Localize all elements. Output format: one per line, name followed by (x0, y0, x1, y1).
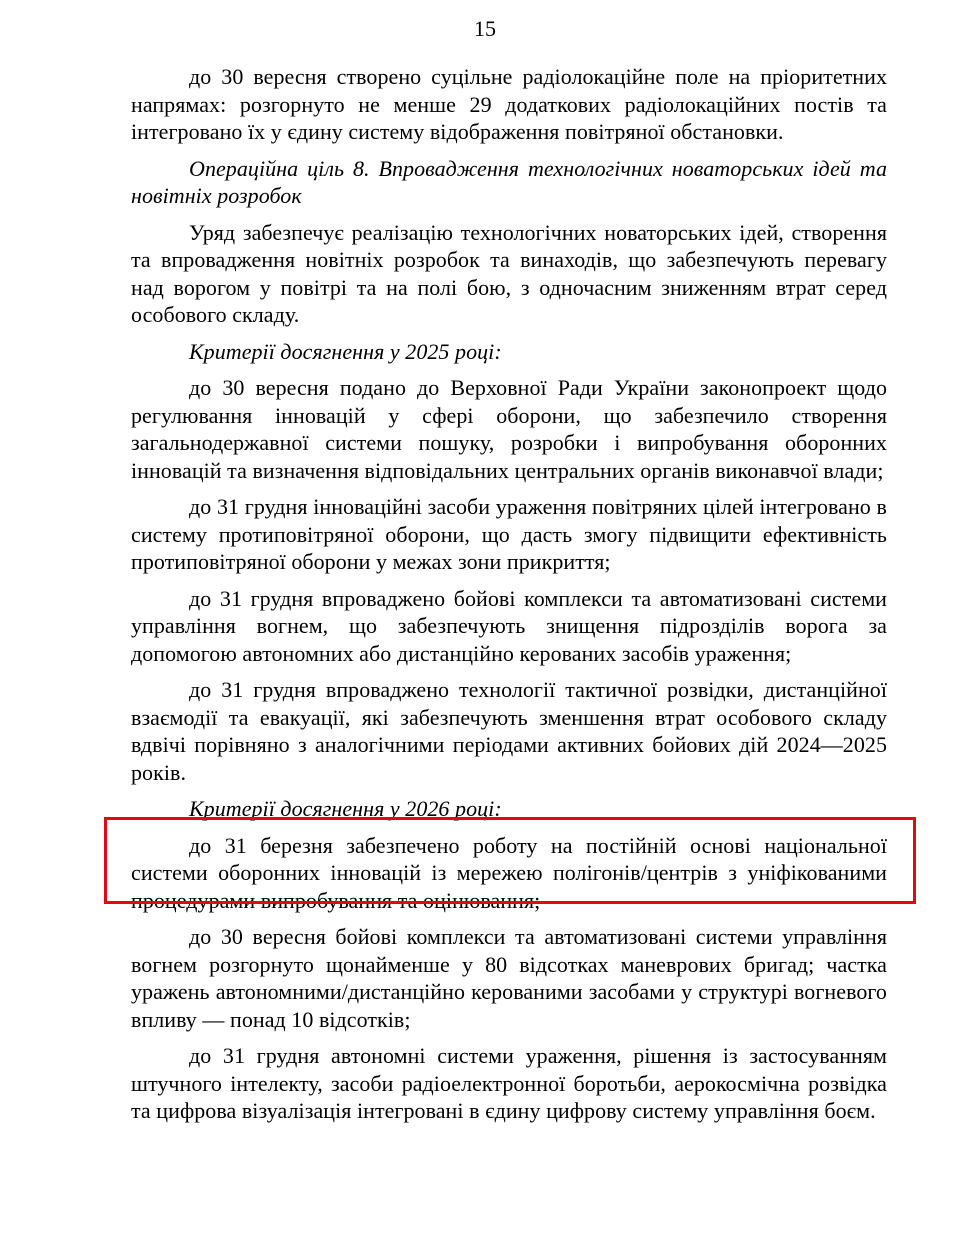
paragraph-innovation-system-highlighted: до 31 березня забезпечено роботу на постійній основі національної системи оборонних інновацій із мережею полігонів/центрів з уніфікованими процедурами випробування та оцінювання; (131, 832, 887, 913)
heading-criteria-2025: Критерії досягнення у 2025 році: (189, 338, 502, 364)
paragraph-digital-battle-management: до 31 грудня автономні системи ураження, рішення із застосуванням штучного інтелекту, засоби радіоелектронної боротьби, аерокосмічна розвідка та цифрова візуалізація інтегровані в єдину цифрову систему управління боєм. (131, 1043, 887, 1123)
paragraph-tactical-recon: до 31 грудня впроваджено технології тактичної розвідки, дистанційної взаємодії та евакуації, які забезпечують зменшення втрат особового складу вдвічі порівняно з аналогічними періодами активних бойових дій 2024—2025 років. (131, 677, 887, 785)
document-body (131, 63, 887, 1134)
paragraph-combat-complexes: до 31 грудня впроваджено бойові комплекси та автоматизовані системи управління вогнем, що забезпечують знищення підрозділів ворога за допомогою автономних або дистанційно керованих засобів ураження; (131, 585, 887, 666)
paragraph-air-defense: до 31 грудня інноваційні засоби ураження повітряних цілей інтегровано в систему протиповітряної оборони, що дасть змогу підвищити ефективність протиповітряної оборони у межах зони прикриття; (131, 494, 887, 574)
paragraph-radar-field: до 30 вересня створено суцільне радіолокаційне поле на пріоритетних напрямах: розгорнуто не менше 29 додаткових радіолокаційних постів та інтегровано їх у єдину систему відображення повітряної обстановки. (131, 64, 887, 144)
paragraph-government-ensures: Уряд забезпечує реалізацію технологічних новаторських ідей, створення та впровадження новітніх розробок та винаходів, що забезпечують перевагу над ворогом у повітрі та на полі бою, з одночасним зниженням втрат серед особового складу. (131, 219, 887, 327)
paragraph-maneuver-brigades: до 30 вересня бойові комплекси та автоматизовані системи управління вогнем розгорнуто щонайменше у 80 відсотках маневрових бригад; частка уражень автономними/дистанційно керованими засобами у структурі вогневого впливу — понад 10 відсотків; (131, 924, 887, 1032)
heading-criteria-2026: Критерії досягнення у 2026 році: (189, 796, 502, 821)
paragraph-draft-law: до 30 вересня подано до Верховної Ради України законопроект щодо регулювання інновацій у сфері оборони, що забезпечило створення загальнодержавної системи пошуку, розробки і випробування оборонних інновацій та визначення відповідальних центральних органів виконавчої влади; (131, 375, 887, 483)
page-number: 15 (474, 16, 496, 41)
heading-operational-goal-8: Операційна ціль 8. Впровадження технологічних новаторських ідей та новітніх розробок (131, 155, 887, 208)
